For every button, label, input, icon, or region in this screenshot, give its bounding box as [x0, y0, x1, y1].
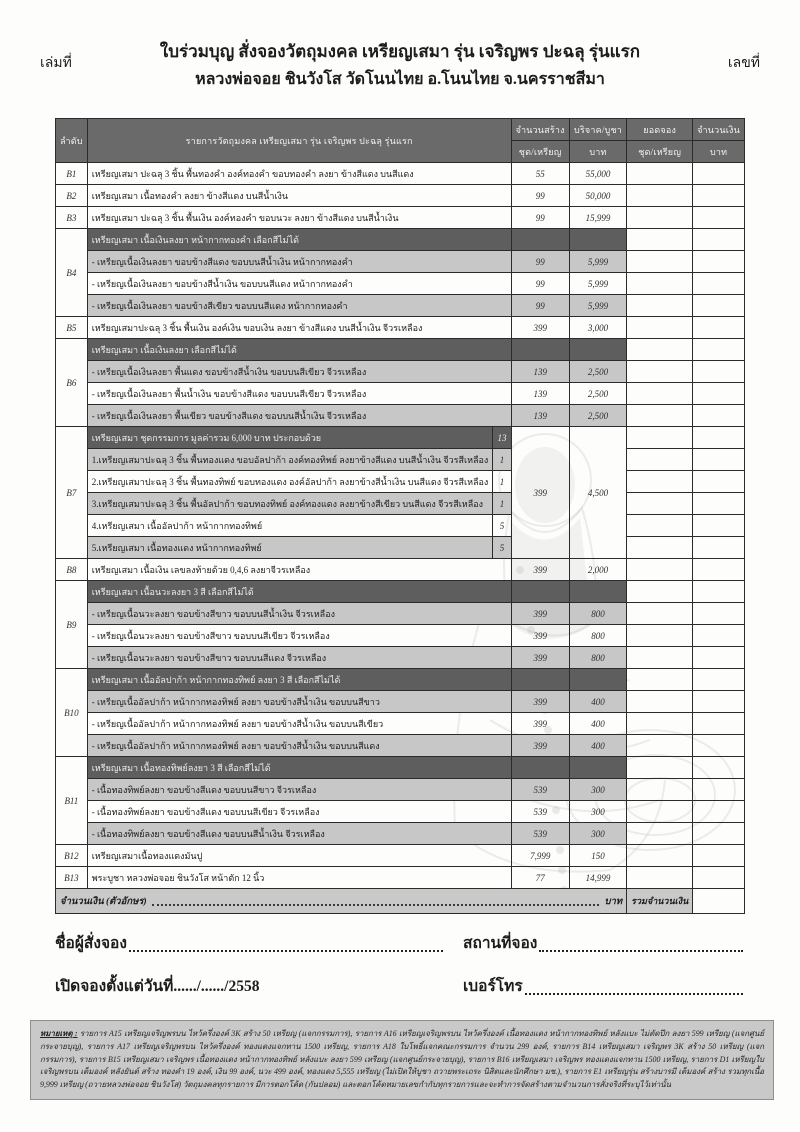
- group-price-cell: [569, 581, 626, 603]
- row-no: B11: [56, 757, 88, 845]
- amount-fill-cell: [693, 251, 745, 273]
- table-row: [56, 515, 745, 537]
- group-price-cell: [569, 229, 626, 251]
- reserve-fill-cell: [627, 581, 693, 603]
- amount-fill-cell: [693, 801, 745, 823]
- header-reserved: ยอดจอง: [627, 119, 693, 141]
- footnote-block: [30, 1020, 774, 1100]
- table-row: [56, 317, 745, 339]
- qty-made-cell: 139: [511, 405, 569, 427]
- group-header-row: [56, 669, 745, 691]
- item-description: - เหรียญเนื้อเงินลงยา พื้นเขียว ขอบข้างสีแดง ขอบบนสีน้ำเงิน จีวรเหลือง: [87, 405, 511, 427]
- amount-fill-cell: [693, 163, 745, 185]
- set-item-count-cell: 1: [493, 493, 511, 515]
- row-no: B4: [56, 229, 88, 317]
- price-cell: 300: [569, 823, 626, 845]
- qty-made-cell: 399: [511, 691, 569, 713]
- item-description: - เนื้อทองทิพย์ลงยา ขอบข้างสีแดง ขอบบนสีเขียว จีวรเหลือง: [87, 801, 511, 823]
- reserve-fill-cell: [627, 625, 693, 647]
- price-cell: 400: [569, 735, 626, 757]
- amount-fill-cell: [693, 273, 745, 295]
- dotted-line: [129, 949, 443, 952]
- qty-made-cell: 539: [511, 823, 569, 845]
- document-title: [120, 38, 680, 92]
- table-row: [56, 867, 745, 889]
- group-qty-cell: [511, 339, 569, 361]
- reserve-fill-cell: [627, 471, 693, 493]
- item-description: - เหรียญเนื้ออัลปาก้า หน้ากากทองทิพย์ ลงยา ขอบข้างสีน้ำเงิน ขอบบนสีขาว: [87, 691, 511, 713]
- form-row-2: [55, 973, 745, 998]
- group-qty-cell: [511, 757, 569, 779]
- amount-fill-cell: [693, 361, 745, 383]
- reserve-fill-cell: [627, 801, 693, 823]
- order-info-form: [55, 930, 745, 1016]
- price-cell: 15,999: [569, 207, 626, 229]
- price-cell: 800: [569, 603, 626, 625]
- price-cell: 400: [569, 691, 626, 713]
- table-row: [56, 537, 745, 559]
- header-qty-made-unit: ชุด/เหรียญ: [511, 141, 569, 163]
- header-order: ลำดับ: [56, 119, 88, 163]
- amount-fill-cell: [693, 603, 745, 625]
- total-row: [56, 889, 745, 914]
- qty-made-cell: 55: [511, 163, 569, 185]
- qty-made-cell: 539: [511, 779, 569, 801]
- title-line-1: ใบร่วมบุญ สั่งจองวัตถุมงคล เหรียญเสมา รุ่น เจริญพร ปะฉลุ รุ่นแรก: [159, 42, 641, 61]
- row-no: B3: [56, 207, 88, 229]
- set-total-count-cell: 13: [493, 427, 511, 449]
- reserve-fill-cell: [627, 845, 693, 867]
- qty-made-cell: 139: [511, 383, 569, 405]
- set-item-count-cell: 5: [493, 537, 511, 559]
- total-amount-label: รวมจำนวนเงิน: [627, 889, 693, 914]
- dotted-line: [539, 949, 743, 952]
- price-cell: 50,000: [569, 185, 626, 207]
- price-cell: 2,500: [569, 361, 626, 383]
- item-description: เหรียญเสมาเนื้อทองแดงมันปู: [87, 845, 511, 867]
- row-no: B2: [56, 185, 88, 207]
- reserve-fill-cell: [627, 735, 693, 757]
- group-price-cell: [569, 669, 626, 691]
- item-description: เหรียญเสมา ปะฉลุ 3 ชิ้น พื้นเงิน องค์ทองคำ ขอบนวะ ลงยา ข้างสีแดง บนสีน้ำเงิน: [87, 207, 511, 229]
- group-header-row: [56, 229, 745, 251]
- dotted-line: [525, 992, 743, 995]
- group-qty-cell: [511, 229, 569, 251]
- amount-fill-cell: [693, 383, 745, 405]
- qty-made-cell: 399: [511, 647, 569, 669]
- table-body: [56, 163, 745, 914]
- qty-made-cell: 399: [511, 559, 569, 581]
- item-description: - เหรียญเนื้อเงินลงยา พื้นแดง ขอบข้างสีน้ำเงิน ขอบบนสีเขียว จีวรเหลือง: [87, 361, 511, 383]
- table-row: [56, 779, 745, 801]
- set-item-count-cell: 1: [493, 471, 511, 493]
- item-description: - เหรียญเนื้ออัลปาก้า หน้ากากทองทิพย์ ลงยา ขอบข้างสีน้ำเงิน ขอบบนสีแดง: [87, 735, 511, 757]
- price-cell: 5,999: [569, 273, 626, 295]
- reserve-fill-cell: [627, 713, 693, 735]
- price-cell: 2,500: [569, 383, 626, 405]
- table-row: [56, 383, 745, 405]
- amount-fill-cell: [693, 867, 745, 889]
- orderer-label: ชื่อผู้สั่งจอง: [55, 935, 127, 952]
- amount-fill-cell: [693, 317, 745, 339]
- group-header-cell: เหรียญเสมา เนื้ออัลปาก้า หน้ากากทองทิพย์ ลงยา 3 สี เลือกสีไม่ได้: [87, 669, 511, 691]
- amount-fill-cell: [693, 713, 745, 735]
- group-header-row: [56, 581, 745, 603]
- reserve-fill-cell: [627, 251, 693, 273]
- row-no: B13: [56, 867, 88, 889]
- item-description: 5.เหรียญเสมา เนื้อทองแดง หน้ากากทองทิพย์: [87, 537, 493, 559]
- reserve-fill-cell: [627, 207, 693, 229]
- table-row: [56, 251, 745, 273]
- group-header-cell: เหรียญเสมา เนื้อเงินลงยา หน้ากากทองคำ เลือกสีไม่ได้: [87, 229, 511, 251]
- orderer-line: [55, 930, 463, 955]
- amount-fill-cell: [693, 559, 745, 581]
- table-row: [56, 361, 745, 383]
- qty-made-cell: 399: [511, 427, 569, 559]
- amount-fill-cell: [693, 581, 745, 603]
- price-cell: 300: [569, 779, 626, 801]
- qty-made-cell: 539: [511, 801, 569, 823]
- amount-fill-cell: [693, 471, 745, 493]
- table-row: [56, 295, 745, 317]
- qty-made-cell: 77: [511, 867, 569, 889]
- amount-in-words-line: [60, 894, 622, 909]
- footnote-label: หมายเหตุ :: [40, 1029, 78, 1038]
- set-header-row: [56, 427, 745, 449]
- table-row: [56, 845, 745, 867]
- item-description: เหรียญเสมา ปะฉลุ 3 ชิ้น พื้นทองคำ องค์ทองคำ ขอบทองคำ ลงยา ข้างสีแดง บนสีแดง: [87, 163, 511, 185]
- reserve-fill-cell: [627, 229, 693, 251]
- table-row: [56, 273, 745, 295]
- item-description: - เหรียญเนื้อนวะลงยา ขอบข้างสีขาว ขอบบนสีน้ำเงิน จีวรเหลือง: [87, 603, 511, 625]
- item-description: - เหรียญเนื้อเงินลงยา ขอบข้างสีแดง ขอบบนสีน้ำเงิน หน้ากากทองคำ: [87, 251, 511, 273]
- group-header-cell: เหรียญเสมา เนื้อเงินลงยา เลือกสีไม่ได้: [87, 339, 511, 361]
- reserve-fill-cell: [627, 295, 693, 317]
- table-row: [56, 691, 745, 713]
- amount-fill-cell: [693, 625, 745, 647]
- order-table: [55, 118, 745, 914]
- price-cell: 400: [569, 713, 626, 735]
- reserve-fill-cell: [627, 163, 693, 185]
- price-cell: 800: [569, 625, 626, 647]
- reserve-fill-cell: [627, 361, 693, 383]
- reserve-fill-cell: [627, 427, 693, 449]
- item-description: - เหรียญเนื้อเงินลงยา ขอบข้างสีเขียว ขอบบนสีแดง หน้ากากทองคำ: [87, 295, 511, 317]
- amount-fill-cell: [693, 295, 745, 317]
- group-header-row: [56, 339, 745, 361]
- dotted-line: [152, 903, 600, 906]
- item-description: 1.เหรียญเสมาปะฉลุ 3 ชิ้น พื้นทองแดง ขอบอัลปาก้า องค์ทองทิพย์ ลงยาข้างสีแดง บนสีน้ำเงิน จีวรสีเหลือง: [87, 449, 493, 471]
- reserve-fill-cell: [627, 691, 693, 713]
- amount-fill-cell: [693, 537, 745, 559]
- amount-fill-cell: [693, 669, 745, 691]
- form-row-1: [55, 930, 745, 955]
- set-header-cell: เหรียญเสมา ชุดกรรมการ มูลค่ารวม 6,000 บาท ประกอบด้วย: [87, 427, 493, 449]
- item-description: 3.เหรียญเสมาปะฉลุ 3 ชิ้น พื้นอัลปาก้า ขอบทองทิพย์ องค์ทองแดง ลงยาข้างสีเขียว บนสีแดง จีวรสีเหลือง: [87, 493, 493, 515]
- doc-no-label: เลขที่: [727, 56, 760, 71]
- group-qty-cell: [511, 669, 569, 691]
- set-item-count-cell: 1: [493, 449, 511, 471]
- amount-in-words-cell: [56, 889, 627, 914]
- amount-fill-cell: [693, 493, 745, 515]
- price-cell: 2,500: [569, 405, 626, 427]
- table-row: [56, 603, 745, 625]
- reserve-fill-cell: [627, 273, 693, 295]
- amount-fill-cell: [693, 207, 745, 229]
- group-price-cell: [569, 757, 626, 779]
- reserve-fill-cell: [627, 537, 693, 559]
- amount-fill-cell: [693, 427, 745, 449]
- reserve-fill-cell: [627, 647, 693, 669]
- item-description: - เหรียญเนื้ออัลปาก้า หน้ากากทองทิพย์ ลงยา ขอบข้างสีน้ำเงิน ขอบบนสีเขียว: [87, 713, 511, 735]
- open-date-line: [55, 973, 463, 998]
- header-qty-made: จำนวนสร้าง: [511, 119, 569, 141]
- table-row: [56, 823, 745, 845]
- header-amount-unit: บาท: [693, 141, 745, 163]
- price-cell: 5,999: [569, 295, 626, 317]
- price-cell: 150: [569, 845, 626, 867]
- row-no: B5: [56, 317, 88, 339]
- amount-fill-cell: [693, 405, 745, 427]
- table-row: [56, 713, 745, 735]
- qty-made-cell: 99: [511, 185, 569, 207]
- reserve-fill-cell: [627, 603, 693, 625]
- qty-made-cell: 399: [511, 625, 569, 647]
- reserve-fill-cell: [627, 339, 693, 361]
- price-cell: 300: [569, 801, 626, 823]
- reserve-fill-cell: [627, 867, 693, 889]
- reserve-fill-cell: [627, 449, 693, 471]
- table-row: [56, 449, 745, 471]
- book-no-label: เล่มที่: [40, 56, 72, 71]
- reserve-fill-cell: [627, 823, 693, 845]
- reserve-fill-cell: [627, 185, 693, 207]
- amount-fill-cell: [693, 339, 745, 361]
- amount-fill-cell: [693, 845, 745, 867]
- amount-fill-cell: [693, 229, 745, 251]
- table-row: [56, 493, 745, 515]
- group-price-cell: [569, 339, 626, 361]
- qty-made-cell: 399: [511, 603, 569, 625]
- qty-made-cell: 99: [511, 251, 569, 273]
- open-date-label: เปิดจองตั้งแต่วันที่....../....../2558: [55, 978, 260, 995]
- reserve-fill-cell: [627, 779, 693, 801]
- amount-fill-cell: [693, 691, 745, 713]
- item-description: - เนื้อทองทิพย์ลงยา ขอบข้างสีแดง ขอบบนสีขาว จีวรเหลือง: [87, 779, 511, 801]
- item-description: เหรียญเสมาปะฉลุ 3 ชิ้น พื้นเงิน องค์เงิน ขอบเงิน ลงยา ข้างสีแดง บนสีน้ำเงิน จีวรเหลือง: [87, 317, 511, 339]
- qty-made-cell: 99: [511, 273, 569, 295]
- item-description: พระบูชา หลวงพ่อจอย ชินวังโส หน้าตัก 12 นิ้ว: [87, 867, 511, 889]
- table-row: [56, 625, 745, 647]
- title-line-2: หลวงพ่อจอย ชินวังโส วัดโนนไทย อ.โนนไทย จ.นครราชสีมา: [195, 71, 605, 88]
- qty-made-cell: 7,999: [511, 845, 569, 867]
- item-description: 2.เหรียญเสมาปะฉลุ 3 ชิ้น พื้นทองทิพย์ ขอบทองแดง องค์อัลปาก้า ลงยาข้างสีน้ำเงิน บนสีแดง จีวรสีเหลือง: [87, 471, 493, 493]
- item-description: เหรียญเสมา เนื้อเงิน เลขลงท้ายด้วย 0,4,6 ลงยาจีวรเหลือง: [87, 559, 511, 581]
- table-row: [56, 471, 745, 493]
- qty-made-cell: 399: [511, 735, 569, 757]
- row-no: B12: [56, 845, 88, 867]
- reserve-fill-cell: [627, 383, 693, 405]
- qty-made-cell: 399: [511, 713, 569, 735]
- amount-fill-cell: [693, 823, 745, 845]
- footnote-text: รายการ A15 เหรียญเจริญพรบน ไหว้ครึ่งองค์ 3K สร้าง 50 เหรียญ (แจกกรรมการ), รายการ A16 เหรียญเจริญพรบน ไหว้ครึ่งองค์ เนื้อทองแดง หน้ากากทองทิพย์ หลังแบะ ไม่ตัดปีก ลงยา 599 เหรียญ (แจกศูนย์กระจายบุญ), รายการ A17 เหรียญเจริญพรบน ไหว้ครึ่งองค์ ทองแดงแจกทาน 1500 เหรียญ, รายการ A18 ใบโพธิ์แจกคณะกรรมการ จำนวน 299 องค์, รายการ B14 เหรียญเสมา เจริญพร 3K สร้าง 50 เหรียญ (แจกกรรมการ), รายการ B15 เหรียญเสมา เจริญพร เนื้อทองแดง หน้ากากทองทิพย์ หลังแบะ ลงยา 599 เหรียญ (แจกศูนย์กระจายบุญ), รายการ B16 เหรียญเสมา เจริญพร ทองแดงแจกทาน 1500 เหรียญ, รายการ D1 เหรียญใบเจริญพรบน เต็มองค์ หลังยันต์ สร้าง ทองคำ 19 องค์, เงิน 99 องค์, นวะ 499 องค์, ทองแดง 5,555 เหรียญ (ไม่เปิดให้บูชา ถวายพระเถระ นิสิตและนักศึกษา มช.), รายการ E1 เหรียญรุ่น สร้างบารมี เต็มองค์ สร้าง รวมทุกเนื้อ 9,999 เหรียญ (ถวายหลวงพ่อจอย ชินวังโส) วัตถุมงคลทุกรายการ มีการตอกโค้ด (กันปลอม) และตอกโค้ดหมายเลขกำกับทุกรายการและจะทำการจัดสร้างตามจำนวนการสั่งจริงที่ระบุไว้เท่านั้น: [40, 1029, 764, 1090]
- price-cell: 14,999: [569, 867, 626, 889]
- group-qty-cell: [511, 581, 569, 603]
- header-price: บริจาค/บูชา: [569, 119, 626, 141]
- amount-fill-cell: [693, 757, 745, 779]
- reserve-fill-cell: [627, 515, 693, 537]
- phone-line: [463, 973, 745, 998]
- qty-made-cell: 139: [511, 361, 569, 383]
- amount-in-words-label: จำนวนเงิน (ตัวอักษร): [60, 896, 147, 907]
- table-row: [56, 185, 745, 207]
- header-reserved-unit: ชุด/เหรียญ: [627, 141, 693, 163]
- baht-label: บาท: [604, 896, 623, 907]
- header-item: รายการวัตถุมงคล เหรียญเสมา รุ่น เจริญพร ปะฉลุ รุ่นแรก: [87, 119, 511, 163]
- reserve-fill-cell: [627, 317, 693, 339]
- amount-fill-cell: [693, 735, 745, 757]
- row-no: B7: [56, 427, 88, 559]
- table-row: [56, 559, 745, 581]
- price-cell: 2,000: [569, 559, 626, 581]
- item-description: - เหรียญเนื้อนวะลงยา ขอบข้างสีขาว ขอบบนสีเขียว จีวรเหลือง: [87, 625, 511, 647]
- reserve-fill-cell: [627, 669, 693, 691]
- amount-fill-cell: [693, 515, 745, 537]
- item-description: 4.เหรียญเสมา เนื้ออัลปาก้า หน้ากากทองทิพย์: [87, 515, 493, 537]
- group-header-cell: เหรียญเสมา เนื้อนวะลงยา 3 สี เลือกสีไม่ได้: [87, 581, 511, 603]
- reserve-fill-cell: [627, 405, 693, 427]
- item-description: - เหรียญเนื้อเงินลงยา พื้นน้ำเงิน ขอบข้างสีแดง ขอบบนสีเขียว จีวรเหลือง: [87, 383, 511, 405]
- table-row: [56, 735, 745, 757]
- header-price-unit: บาท: [569, 141, 626, 163]
- item-description: - เหรียญเนื้อเงินลงยา ขอบข้างสีน้ำเงิน ขอบบนสีแดง หน้ากากทองคำ: [87, 273, 511, 295]
- item-description: - เนื้อทองทิพย์ลงยา ขอบข้างสีแดง ขอบบนสีน้ำเงิน จีวรเหลือง: [87, 823, 511, 845]
- group-header-cell: เหรียญเสมา เนื้อทองทิพย์ลงยา 3 สี เลือกสีไม่ได้: [87, 757, 511, 779]
- row-no: B10: [56, 669, 88, 757]
- price-cell: 55,000: [569, 163, 626, 185]
- place-label: สถานที่จอง: [463, 935, 538, 952]
- table-header: [56, 119, 745, 163]
- price-cell: 800: [569, 647, 626, 669]
- row-no: B8: [56, 559, 88, 581]
- row-no: B1: [56, 163, 88, 185]
- reserve-fill-cell: [627, 757, 693, 779]
- reserve-fill-cell: [627, 559, 693, 581]
- amount-fill-cell: [693, 185, 745, 207]
- place-line: [463, 930, 745, 955]
- qty-made-cell: 99: [511, 295, 569, 317]
- set-item-count-cell: 5: [493, 515, 511, 537]
- table-row: [56, 163, 745, 185]
- item-description: เหรียญเสมา เนื้อทองคำ ลงยา ข้างสีแดง บนสีน้ำเงิน: [87, 185, 511, 207]
- document-header: [40, 38, 760, 92]
- qty-made-cell: 99: [511, 207, 569, 229]
- price-cell: 4,500: [569, 427, 626, 559]
- amount-fill-cell: [693, 779, 745, 801]
- header-amount: จำนวนเงิน: [693, 119, 745, 141]
- reserve-fill-cell: [627, 493, 693, 515]
- phone-label: เบอร์โทร: [463, 978, 523, 995]
- amount-fill-cell: [693, 647, 745, 669]
- price-cell: 5,999: [569, 251, 626, 273]
- table-row: [56, 207, 745, 229]
- row-no: B9: [56, 581, 88, 669]
- table-row: [56, 647, 745, 669]
- item-description: - เหรียญเนื้อนวะลงยา ขอบข้างสีขาว ขอบบนสีแดง จีวรเหลือง: [87, 647, 511, 669]
- amount-fill-cell: [693, 449, 745, 471]
- table-row: [56, 801, 745, 823]
- price-cell: 3,000: [569, 317, 626, 339]
- group-header-row: [56, 757, 745, 779]
- total-amount-fill-cell: [693, 889, 745, 914]
- qty-made-cell: 399: [511, 317, 569, 339]
- table-row: [56, 405, 745, 427]
- row-no: B6: [56, 339, 88, 427]
